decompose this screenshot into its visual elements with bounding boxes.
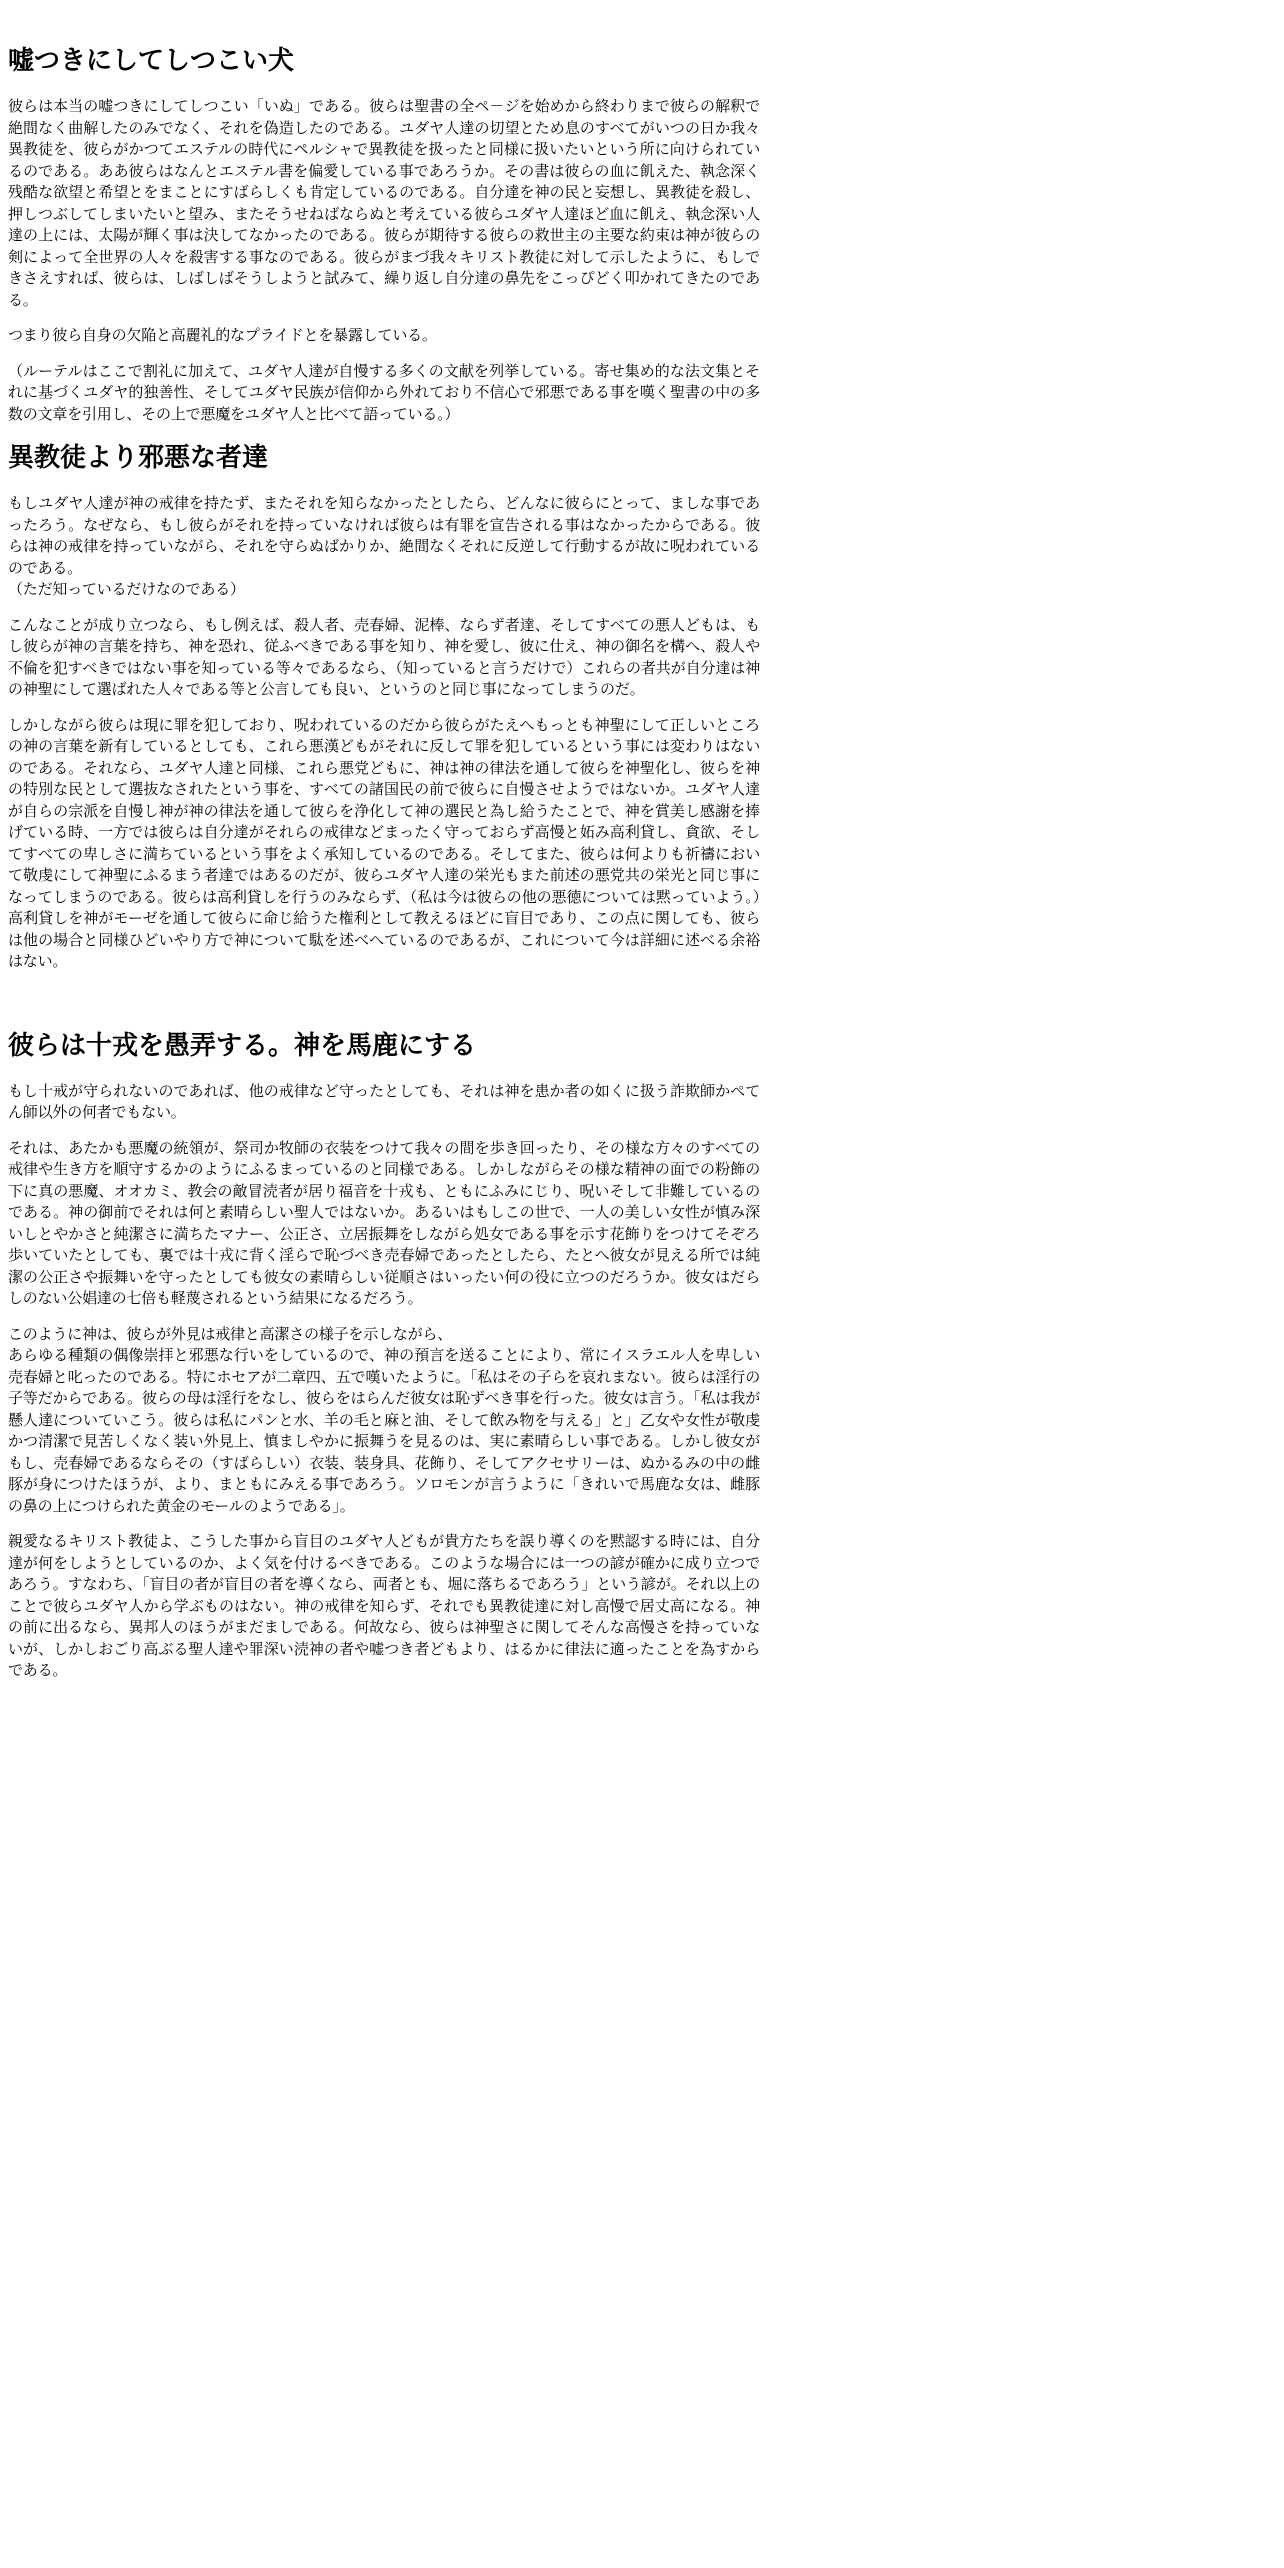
paragraph: 親愛なるキリスト教徒よ、こうした事から盲目のユダヤ人どもが貴方たちを誤り導くのを黙認する時には、自分達が何をしようとしているのか、よく気を付けるべきである。このような場合には一つの諺が確かに成り立つであろう。すなわち、「盲目の者が盲目の者を導くなら、両者とも、堀に落ちるであろう」という諺が。それ以上のことで彼らユダヤ人から学ぶものはない。神の戒律を知らず、それでも異教徒達に対し高慢で居丈高になる。神の前に出るなら、異邦人のほうがまだましである。何故なら、彼らは神聖さに関してそんな高慢さを持っていないが、しかしおごり高ぶる聖人達や罪深い涜神の者や嘘つき者どもより、はるかに律法に適ったことを為すからである。: [8, 1532, 760, 1679]
paragraph: それは、あたかも悪魔の統領が、祭司か牧師の衣装をつけて我々の間を歩き回ったり、その様な方々のすべての戒律や生き方を順守するかのようにふるまっているのと同様である。しかしながらその様な精神の面での粉飾の下に真の悪魔、オオカミ、教会の敵冒涜者が居り福音を十戎も、ともにふみにじり、呪いそして非難しているのである。神の御前でそれは何と素晴らしい聖人ではないか。あるいはもしこの世で、一人の美しい女性が慎み深いしとやかさと純潔さに満ちたマナー、公正さ、立居振舞をしながら処女である事を示す花飾りをつけてそぞろ歩いていたとしても、裏では十戎に背く淫らで恥づべき売春婦であったとしたら、たとへ彼女が見える所では純潔の公正さや振舞いを守ったとしても彼女の素晴らしい従順さはいったい何の役に立つのだろうか。彼女はだらしのない公娼達の七倍も軽蔑されるという結果になるだろう。: [8, 1138, 760, 1307]
section-heading-liar-dog: 嘘つきにしてしつこい犬: [8, 46, 295, 76]
paragraph: つまり彼ら自身の欠陥と高麗礼的なプライドとを暴露している。: [8, 326, 437, 344]
paragraph: このように神は、彼らが外見は戒律と高潔さの様子を示しながら、 あらゆる種類の偶像崇拝と邪悪な行いをしているので、神の預言を送ることにより、常にイスラエル人を卑しい売春婦と叱ったのである。特にホセアが二章四、五で嘆いたように。「私はその子らを哀れまない。彼らは淫行の子等だからである。彼らの母は淫行をなし、彼らをはらんだ彼女は恥ずべき事を行った。彼女は言う。「私は我が懸人達についていこう。彼らは私にパンと水、羊の毛と麻と油、そして飲み物を与える」と」乙女や女性が敬虔かつ清潔で見苦しくなく装い外見上、慎ましやかに振舞うを見るのは、実に素晴らしい事である。しかし彼女がもし、売春婦であるならその（すばらしい）衣装、装身具、花飾り、そしてアクセサリーは、ぬかるみの中の雌豚が身につけたほうが、より、まともにみえる事であろう。ソロモンが言うように「きれいで馬鹿な女は、雌豚の鼻の上につけられた黄金のモールのようである」。: [8, 1324, 760, 1515]
paragraph: （ルーテルはここで割礼に加えて、ユダヤ人達が自慢する多くの文献を列挙している。寄せ集め的な法文集とそれに基づくユダヤ的独善性、そしてユダヤ民族が信仰から外れており不信心で邪悪である事を嘆く聖書の中の多数の文章を引用し、その上で悪魔をユダヤ人と比べて語っている。）: [8, 361, 760, 423]
paragraph: もしユダヤ人達が神の戒律を持たず、またそれを知らなかったとしたら、どんなに彼らにとって、ましな事であったろう。なぜなら、もし彼らがそれを持っていなければ彼らは有罪を宣告される事はなかったからである。彼らは神の戒律を持っていながら、それを守らぬばかりか、絶間なくそれに反逆して行動するが故に呪われているのである。 （ただ知っているだけなのである）: [8, 494, 760, 598]
section-heading-more-evil-than-heathens: 異教徒より邪悪な者達: [8, 443, 269, 473]
paragraph: しかしながら彼らは現に罪を犯しており、呪われているのだから彼らがたえへもっとも神聖にして正しいところの神の言葉を新有しているとしても、これら悪漢どもがそれに反して罪を犯しているという事には変わりはないのである。それなら、ユダヤ人達と同様、これら悪党どもに、神は神の律法を通して彼らを神聖化し、彼らを神の特別な民として選抜なされたという事を、すべての諸国民の前で彼らに自慢させようではないか。ユダヤ人達が自らの宗派を自慢し神が神の律法を通して彼らを浄化して神の選民と為し給うたことで、神を賞美し感謝を捧げている時、一方では彼らは自分達がそれらの戒律などまったく守っておらず高慢と妬み高利貸し、貪欲、そしてすべての卑しさに満ちているという事をよく承知しているのである。そしてまた、彼らは何よりも祈禱において敬虔にして神聖にふるまう者達ではあるのだが、彼らユダヤ人達の栄光もまた前述の悪党共の栄光と同じ事になってしまうのである。彼らは高利貸しを行うのみならず、（私は今は彼らの他の悪徳については黙っていよう。）高利貸しを神がモーゼを通して彼らに命じ給うた権利として教えるほどに盲目であり、この点に関しても、彼らは他の場合と同様ひどいやり方で神について駄を述べへているのであるが、これについて今は詳細に述べる余裕はない。: [8, 715, 760, 970]
document-body: [8, 44, 760, 1682]
paragraph: こんなことが成り立つなら、もし例えば、殺人者、売春婦、泥棒、ならず者達、そしてすべての悪人どもは、もし彼らが神の言葉を持ち、神を恐れ、従ふべきである事を知り、神を愛し、彼に仕え、神の御名を構へ、殺人や不倫を犯すべきではない事を知っている等々であるなら、（知っていると言うだけで）これらの者共が自分達は神の神聖にして選ばれた人々である等と公言しても良い、というのと同じ事になってしまうのだ。: [8, 615, 760, 698]
paragraph: もし十戒が守られないのであれば、他の戒律など守ったとしても、それは神を患か者の如くに扱う詐欺師かぺてん師以外の何者でもない。: [8, 1081, 760, 1121]
section-heading-mock-commandments: 彼らは十戎を愚弄する。神を馬鹿にする: [8, 1030, 477, 1061]
paragraph: 彼らは本当の嘘つきにしてしつこい「いぬ」である。彼らは聖書の全ペ－ジを始めから終わりまで彼らの解釈で絶間なく曲解したのみでなく、それを偽造したのである。ユダヤ人達の切望とため息のすべてがいつの日か我々異教徒を、彼らがかつてエステルの時代にペルシャで異教徒を扱ったと同様に扱いたいという所に向けられているのである。ああ彼らはなんとエステル書を偏愛している事であろうか。その書は彼らの血に飢えた、執念深く残酷な欲望と希望とをまことにすばらしくも肯定しているのである。自分達を神の民と妄想し、異教徒を殺し、押しつぶしてしまいたいと望み、またそうせねばならぬと考えている彼らユダヤ人達ほど血に飢え、執念深い人達の上には、太陽が輝く事は決してなかったのである。彼らが期待する彼らの救世主の主要な約束は神が彼らの剣によって全世界の人々を殺害する事なのである。彼らがまづ我々キリスト教徒に対して示したように、もしできさえすれば、彼らは、しばしばそうしようと試みて、繰り返し自分達の鼻先をこっぴどく叩かれてきたのである。: [8, 97, 760, 309]
